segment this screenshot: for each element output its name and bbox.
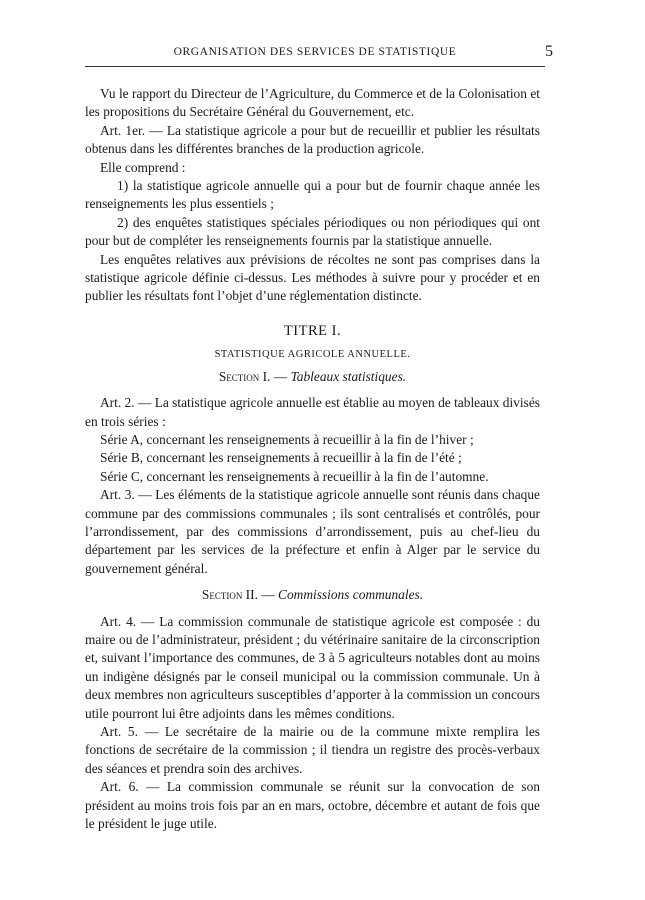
- section-1-heading: [85, 368, 540, 386]
- section-2-heading: [85, 586, 540, 604]
- article-6: Art. 6. — La commission communale se réunit sur la convocation de son président au moins trois fois par an en mars, octobre, décembre et autant de fois que le président le juge utile.: [85, 779, 540, 832]
- article-5: Art. 5. — Le secrétaire de la mairie ou de la commune mixte remplira les fonctions de secrétaire de la commission ; il tiendra un registre des procès-verbaux des séances et prendra soin des archives.: [85, 724, 540, 776]
- section-2-label: Section II. —: [201, 587, 275, 603]
- titre-subheading: STATISTIQUE AGRICOLE ANNUELLE.: [214, 349, 411, 361]
- article-1: Art. 1er. — La statistique agricole a pour but de recueillir et publier les résultats obtenus dans les différentes branches de la production agricole.: [85, 122, 540, 157]
- enquetes-paragraph: Les enquêtes relatives aux prévisions de récoltes ne sont pas comprises dans la statistique agricole définie ci-dessus. Les méthodes à suivre pour y procéder et en publier les résultats font l’objet d’une réglementation distincte.: [85, 251, 540, 304]
- section-2-title: Commissions communales.: [278, 587, 424, 603]
- article-3: Art. 3. — Les éléments de la statistique agricole annuelle sont réunis dans chaque commune par des commissions communales ; ils sont centralisés et contrôlés, pour l’arrondissement, par des commissions d’arrondissement, puis au chef-lieu du département par les services de la préfecture et enfin à Alger par le service du gouvernement général.: [85, 487, 540, 576]
- comprend-line: Elle comprend :: [100, 159, 186, 175]
- section-1-title: Tableaux statistiques.: [290, 368, 407, 384]
- serie-b: Série B, concernant les renseignements à recueillir à la fin de l’été ;: [100, 450, 462, 466]
- serie-c: Série C, concernant les renseignements à recueillir à la fin de l’automne.: [100, 468, 489, 484]
- header-title: ORGANISATION DES SERVICES DE STATISTIQUE: [173, 46, 457, 58]
- article-2: Art. 2. — La statistique agricole annuelle est établie au moyen de tableaux divisés en trois séries :: [85, 395, 540, 429]
- list-item-1: 1) la statistique agricole annuelle qui a pour but de fournir chaque année les renseignements les plus essentiels ;: [85, 178, 540, 212]
- article-4: Art. 4. — La commission communale de statistique agricole est composée : du maire ou de l’administrateur, président ; du vétérinaire sanitaire de la circonscription et, suivant l’importance des communes, de 3 à 5 agriculteurs notables dont au moins un indigène désignés par le conseil municipal ou la commission communale. Un à deux membres non agriculteurs susceptibles d’apporter à la commission un concours utile pourront lui être adjoints dans les mêmes conditions.: [85, 613, 540, 721]
- serie-a: Série A, concernant les renseignements à recueillir à la fin de l’hiver ;: [100, 431, 474, 447]
- intro-paragraph: Vu le rapport du Directeur de l’Agriculture, du Commerce et de la Colonisation et les propositions du Secrétaire Général du Gouvernement, etc.: [85, 86, 540, 120]
- running-header: [85, 43, 553, 66]
- titre-heading: TITRE I.: [283, 322, 342, 339]
- page-number: 5: [545, 43, 553, 60]
- list-item-2: 2) des enquêtes statistiques spéciales périodiques ou non périodiques qui ont pour but de compléter les renseignements fournis par la statistique annuelle.: [85, 214, 540, 249]
- section-1-label: Section I. —: [218, 368, 288, 384]
- page-body: [85, 85, 540, 833]
- header-rule: [85, 66, 545, 67]
